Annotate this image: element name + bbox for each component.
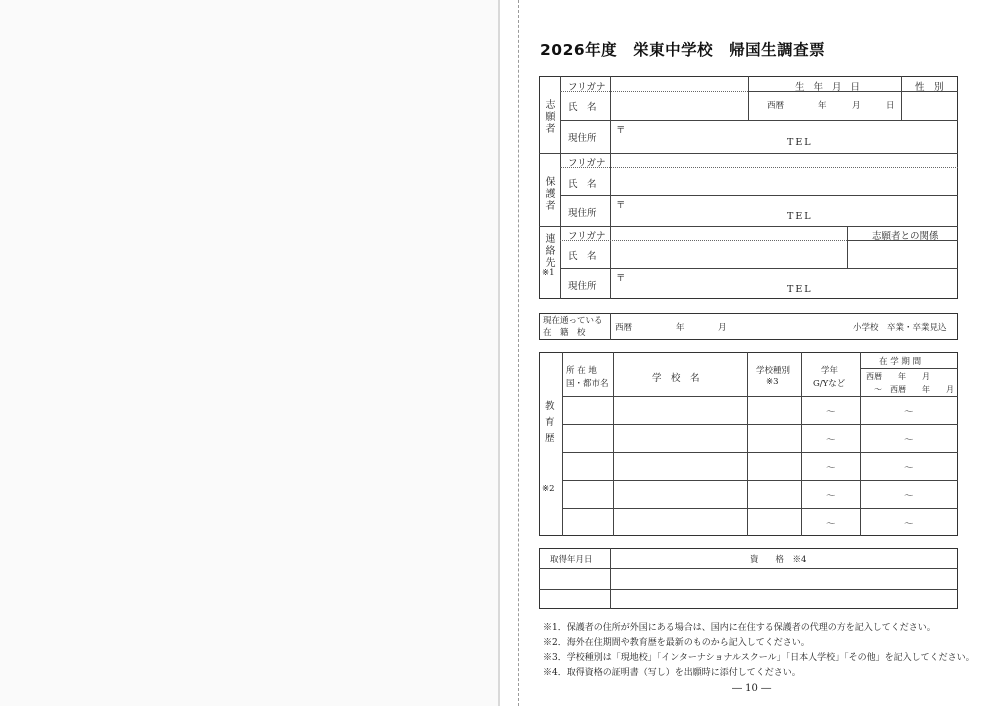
- current-school-label-1: 現在通っている: [543, 316, 603, 326]
- contact-group-label: 連絡先: [543, 233, 554, 269]
- contact-furigana-label: フリガナ: [568, 231, 606, 242]
- guardian-group-label: 保護者: [543, 176, 554, 212]
- current-school-status: 小学校 卒業・卒業見込: [853, 323, 947, 333]
- education-group-char-1: 教: [545, 401, 555, 412]
- guardian-furigana-label: フリガナ: [568, 158, 606, 169]
- col-period-to: ～ 西暦 年 月: [874, 385, 954, 394]
- current-school-era: 西暦: [615, 323, 633, 333]
- col-location-1: 所 在 地: [566, 366, 597, 376]
- contact-postal-mark: 〒: [616, 273, 626, 284]
- applicant-furigana-label: フリガナ: [568, 82, 606, 93]
- row5-grade-tilde: ～: [826, 519, 836, 530]
- applicant-postal-mark: 〒: [616, 125, 626, 136]
- row5-period-tilde: ～: [904, 519, 914, 530]
- contact-note-mark: ※1: [542, 268, 555, 278]
- left-blank-page: [0, 0, 498, 706]
- row3-period-tilde: ～: [904, 463, 914, 474]
- guardian-address-label: 現住所: [568, 208, 597, 219]
- row2-grade-tilde: ～: [826, 435, 836, 446]
- birth-date-header: 生 年 月 日: [795, 82, 864, 93]
- col-school-type-1: 学校種別: [756, 366, 791, 376]
- row4-grade-tilde: ～: [826, 491, 836, 502]
- current-school-label-2: 在 籍 校: [543, 328, 586, 338]
- row3-grade-tilde: ～: [826, 463, 836, 474]
- col-grade-2: G/Yなど: [813, 379, 846, 389]
- qualification-table: [539, 548, 958, 609]
- col-location-2: 国・都市名: [566, 379, 609, 389]
- guardian-tel-label: TEL: [787, 211, 813, 222]
- col-acquired-date: 取得年月日: [550, 555, 593, 565]
- form-title: 2026年度 栄東中学校 帰国生調査票: [540, 41, 826, 59]
- perforation-line: [518, 0, 519, 706]
- guardian-postal-mark: 〒: [616, 200, 626, 211]
- col-grade-1: 学年: [821, 366, 839, 376]
- note-3: ※3．学校種別は「現地校」「インターナショナルスクール」「日本人学校」「その他」を記入してください。: [543, 653, 975, 663]
- education-note-mark: ※2: [542, 484, 555, 494]
- applicant-address-label: 現住所: [568, 133, 597, 144]
- page-number: ― 10 ―: [732, 683, 772, 694]
- contact-tel-label: TEL: [787, 284, 813, 295]
- note-4: ※4．取得資格の証明書（写し）を出願時に添付してください。: [543, 668, 801, 678]
- col-qualification: 資 格 ※4: [750, 555, 807, 565]
- current-school-month: 月: [718, 323, 727, 333]
- col-school-type-2: ※3: [766, 377, 779, 387]
- contact-address-label: 現住所: [568, 281, 597, 292]
- row1-period-tilde: ～: [904, 407, 914, 418]
- note-1: ※1．保護者の住所が外国にある場合は、国内に在住する保護者の代理の方を記入してください。: [543, 623, 936, 633]
- row1-grade-tilde: ～: [826, 407, 836, 418]
- gender-header: 性 別: [915, 82, 944, 93]
- applicant-group-label: 志願者: [543, 99, 554, 135]
- education-group-char-3: 歴: [545, 433, 555, 444]
- col-school-name: 学 校 名: [652, 373, 700, 384]
- note-2: ※2．海外在住期間や教育歴を最新のものから記入してください。: [543, 638, 810, 648]
- applicant-tel-label: TEL: [787, 137, 813, 148]
- education-group-char-2: 育: [545, 417, 555, 428]
- birth-date-value: 西暦 年 月 日: [767, 101, 895, 111]
- col-period-from: 西暦 年 月: [866, 372, 930, 381]
- row4-period-tilde: ～: [904, 491, 914, 502]
- contact-name-label: 氏 名: [568, 251, 597, 262]
- guardian-name-label: 氏 名: [568, 179, 597, 190]
- col-period: 在 学 期 間: [879, 357, 922, 367]
- applicant-name-label: 氏 名: [568, 102, 597, 113]
- relation-header: 志願者との関係: [872, 231, 939, 242]
- current-school-year: 年: [676, 323, 685, 333]
- row2-period-tilde: ～: [904, 435, 914, 446]
